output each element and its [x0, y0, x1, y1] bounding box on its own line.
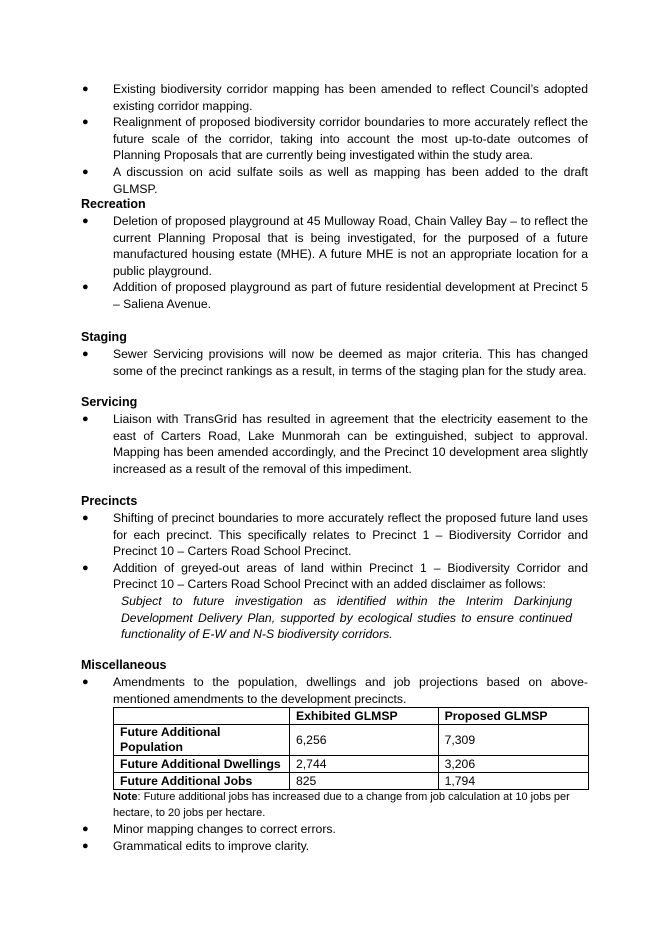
row-header: Future Additional Jobs: [114, 773, 290, 790]
precincts-bullet-list: [0, 510, 670, 593]
row-header: Future Additional Population: [114, 725, 290, 756]
recreation-bullet-2: ● Addition of proposed playground as part of future residential development at Precinct 5 – Saliena Avenue.: [82, 280, 588, 311]
miscellaneous-bullet-2: ● Minor mapping changes to correct errors.: [82, 822, 336, 837]
precincts-heading: Precincts: [81, 494, 138, 508]
miscellaneous-bullet-list: [0, 674, 670, 707]
staging-section: [0, 329, 670, 379]
bullet-icon: ●: [82, 676, 89, 688]
table-cell: 2,744: [290, 756, 439, 773]
column-header-exhibited: Exhibited GLMSP: [290, 708, 439, 725]
servicing-bullet-list: [0, 411, 670, 477]
note-text: : Future additional jobs has increased due to a change from job calculation at 10 jobs per hectare, to 20 jobs per hectare.: [113, 791, 570, 819]
table-cell: 3,206: [438, 756, 588, 773]
recreation-section: [0, 196, 670, 313]
staging-bullet-1: ● Sewer Servicing provisions will now be deemed as major criteria. This has changed some of the precinct rankings as a result, in terms of the staging plan for the study area.: [82, 347, 588, 378]
precincts-bullet-2: ● Addition of greyed-out areas of land within Precinct 1 – Biodiversity Corridor and Precinct 10 – Carters Road School Precinct with an added disclaimer as follows:: [82, 560, 588, 592]
miscellaneous-heading: Miscellaneous: [81, 658, 167, 672]
intro-bullet-2: ● Realignment of proposed biodiversity corridor boundaries to more accurately reflect the future scale of the corridor, taking into account the most up-to-date outcomes of Planning Proposals that are currently being investigated within the study area.: [82, 115, 588, 163]
bullet-icon: ●: [82, 348, 89, 360]
servicing-section: [0, 394, 670, 477]
table-cell: 6,256: [290, 725, 439, 756]
row-header: Future Additional Dwellings: [114, 756, 290, 773]
table-cell: 7,309: [438, 725, 588, 756]
bullet-icon: ●: [82, 413, 89, 425]
disclaimer-quote: Subject to future investigation as identified within the Interim Darkinjung Development Delivery Plan, supported by ecological studies to ensure continued functionality of E-W and N-S biodiversity corridors.: [121, 593, 572, 642]
projections-table: [113, 707, 589, 790]
staging-heading: Staging: [81, 330, 127, 344]
precincts-section: [0, 493, 670, 643]
table-cell: 1,794: [438, 773, 588, 790]
intro-section: [0, 81, 670, 197]
table-row: [114, 756, 589, 773]
intro-bullet-1: ● Existing biodiversity corridor mapping has been amended to reflect Council’s adopted existing corridor mapping.: [82, 82, 588, 113]
table-corner-cell: [114, 708, 290, 725]
recreation-heading: Recreation: [81, 197, 146, 211]
miscellaneous-bullet-1: ● Amendments to the population, dwellings and job projections based on above-mentioned amendments to the development precincts.: [82, 675, 588, 706]
table-row: [114, 725, 589, 756]
table-note: [113, 790, 588, 821]
servicing-bullet-1: ● Liaison with TransGrid has resulted in agreement that the electricity easement to the east of Carters Road, Lake Munmorah can be extinguished, subject to approval. Mapping has been amended accordingly, and the Precinct 10 development area slightly increased as a result of the removal of this impediment.: [82, 412, 588, 476]
bullet-icon: ●: [82, 116, 89, 129]
bullet-icon: ●: [82, 561, 89, 574]
intro-bullet-3: ● A discussion on acid sulfate soils as well as mapping has been added to the draft GLMSP.: [82, 164, 588, 196]
table-row: [114, 773, 589, 790]
table-header-row: [114, 708, 589, 725]
servicing-heading: Servicing: [81, 395, 138, 409]
column-header-proposed: Proposed GLMSP: [438, 708, 588, 725]
note-label: Note: [113, 791, 138, 804]
bullet-icon: ●: [82, 512, 89, 524]
staging-bullet-list: [0, 346, 670, 379]
bullet-icon: ●: [82, 839, 89, 852]
precincts-bullet-1: ● Shifting of precinct boundaries to more accurately reflect the proposed future land uses for each precinct. This specifically relates to Precinct 1 – Biodiversity Corridor and Precinct 10 – Carters Road School Precinct.: [82, 511, 588, 559]
miscellaneous-bullet-list-2: [0, 821, 670, 854]
miscellaneous-section: [0, 657, 670, 854]
recreation-bullet-1: ● Deletion of proposed playground at 45 Mulloway Road, Chain Valley Bay – to reflect the current Planning Proposal that is being investigated, for the purposed of a future manufactured housing estate (MHE). A future MHE is not an appropriate location for a public playground.: [82, 214, 588, 278]
bullet-icon: ●: [82, 281, 89, 294]
bullet-icon: ●: [82, 165, 89, 178]
bullet-icon: ●: [82, 83, 89, 95]
bullet-icon: ●: [82, 215, 89, 227]
bullet-icon: ●: [82, 823, 89, 836]
miscellaneous-bullet-3: ● Grammatical edits to improve clarity.: [82, 838, 310, 853]
table-cell: 825: [290, 773, 439, 790]
intro-bullet-list: [0, 81, 670, 197]
recreation-bullet-list: [0, 213, 670, 313]
